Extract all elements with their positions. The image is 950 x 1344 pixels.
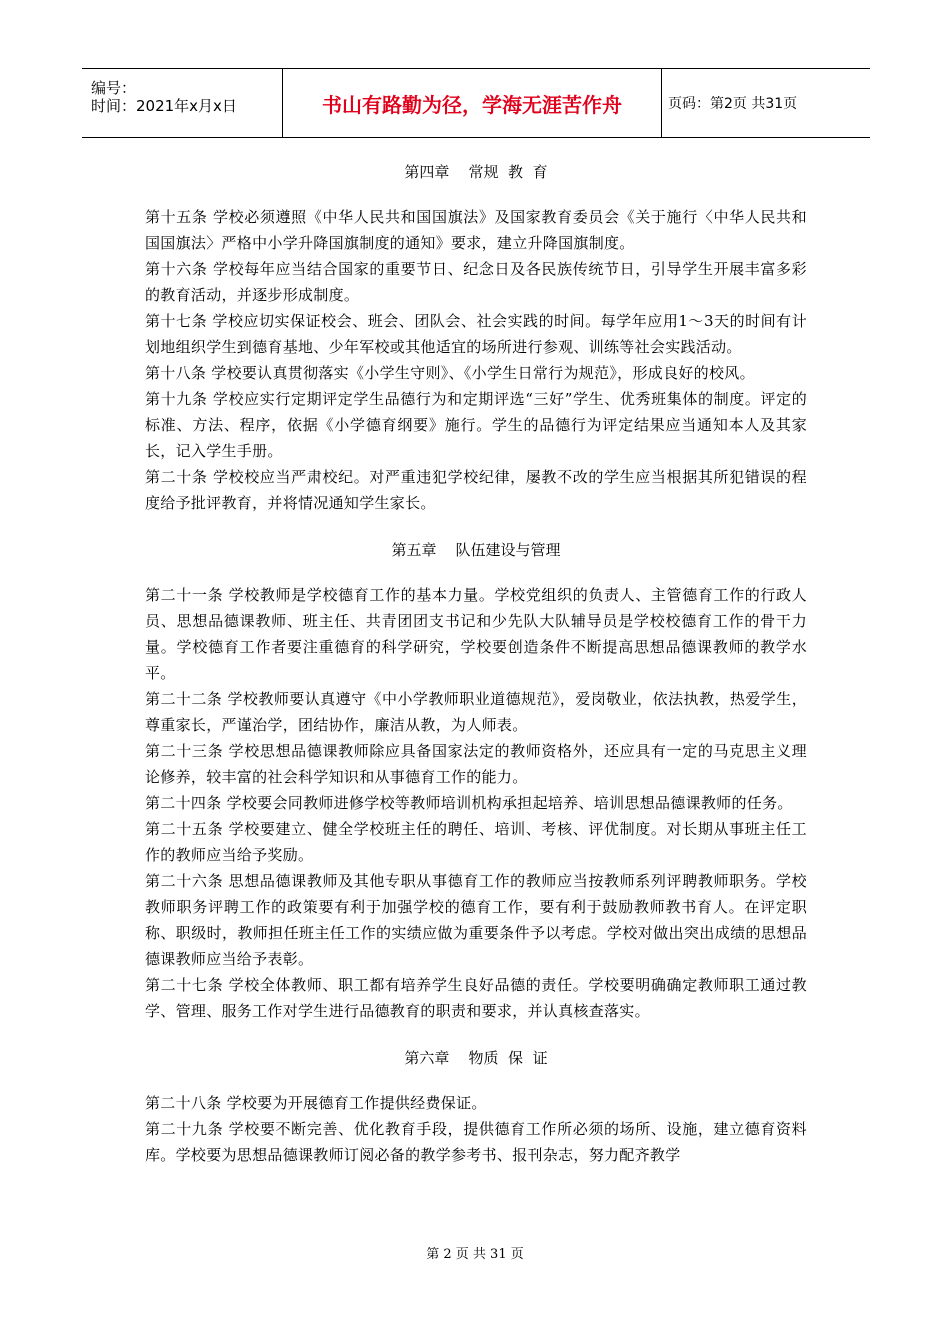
header-info-cell — [82, 69, 283, 137]
article-paragraph: 第十八条 学校要认真贯彻落实《小学生守则》、《小学生日常行为规范》，形成良好的校风。 — [145, 364, 755, 382]
document-body — [145, 152, 807, 1168]
header-motto-cell — [283, 69, 662, 137]
document-date-label: 时间：2021年x月x日 — [91, 97, 237, 115]
article-paragraph: 第二十二条 学校教师要认真遵守《中小学教师职业道德规范》，爱岗敬业，依法执教，热爱学生，尊重家长，严谨治学，团结协作，廉洁从教，为人师表。 — [145, 690, 807, 734]
chapter-section — [145, 530, 807, 1024]
chapter-title: 第六章 物质 保 证 — [404, 1049, 548, 1067]
page-footer: 第 2 页 共 31 页 — [426, 1247, 524, 1262]
article-paragraph: 第二十六条 思想品德课教师及其他专职从事德育工作的教师应当按教师系列评聘教师职务。学校教师职务评聘工作的政策要有利于加强学校的德育工作，要有利于鼓励教师教书育人。在评定职称、职级时，教师担任班主任工作的实绩应做为重要条件予以考虑。学校对做出突出成绩的思想品德课教师应当给予表彰。 — [145, 872, 807, 968]
article-paragraph: 第二十条 学校校应当严肃校纪。对严重违犯学校纪律，屡教不改的学生应当根据其所犯错误的程度给予批评教育，并将情况通知学生家长。 — [145, 468, 807, 512]
page-number-label: 页码：第2页 共31页 — [668, 96, 798, 112]
motto-text: 书山有路勤为径，学海无涯苦作舟 — [322, 92, 622, 117]
article-paragraph: 第二十一条 学校教师是学校德育工作的基本力量。学校党组织的负责人、主管德育工作的行政人员、思想品德课教师、班主任、共青团团支书记和少先队大队辅导员是学校校德育工作的骨干力量。学校德育工作者要注重德育的科学研究，学校要创造条件不断提高思想品德课教师的教学水平。 — [145, 586, 807, 682]
header-page-cell — [662, 69, 870, 137]
article-paragraph: 第二十七条 学校全体教师、职工都有培养学生良好品德的责任。学校要明确确定教师职工通过教学、管理、服务工作对学生进行品德教育的职责和要求，并认真核查落实。 — [145, 976, 807, 1020]
article-paragraph: 第十七条 学校应切实保证校会、班会、团队会、社会实践的时间。每学年应用1～3天的时间有计划地组织学生到德育基地、少年军校或其他适宜的场所进行参观、训练等社会实践活动。 — [145, 312, 807, 356]
article-paragraph: 第二十九条 学校要不断完善、优化教育手段，提供德育工作所必须的场所、设施，建立德育资料库。学校要为思想品德课教师订阅必备的教学参考书、报刊杂志，努力配齐教学 — [145, 1120, 807, 1164]
article-paragraph: 第二十八条 学校要为开展德育工作提供经费保证。 — [145, 1094, 487, 1112]
article-paragraph: 第二十四条 学校要会同教师进修学校等教师培训机构承担起培养、培训思想品德课教师的任务。 — [145, 794, 793, 812]
document-number-label: 编号： — [91, 79, 137, 97]
article-paragraph: 第二十三条 学校思想品德课教师除应具备国家法定的教师资格外，还应具有一定的马克思主义理论修养，较丰富的社会科学知识和从事德育工作的能力。 — [145, 742, 807, 786]
article-paragraph: 第十五条 学校必须遵照《中华人民共和国国旗法》及国家教育委员会《关于施行〈中华人民共和国国旗法〉严格中小学升降国旗制度的通知》要求，建立升降国旗制度。 — [145, 208, 807, 252]
chapter-section — [145, 1038, 807, 1168]
article-paragraph: 第十六条 学校每年应当结合国家的重要节日、纪念日及各民族传统节日，引导学生开展丰富多彩的教育活动，并逐步形成制度。 — [145, 260, 807, 304]
article-paragraph: 第十九条 学校应实行定期评定学生品德行为和定期评选“三好”学生、优秀班集体的制度。评定的标准、方法、程序，依据《小学德育纲要》施行。学生的品德行为评定结果应当通知本人及其家长，记入学生手册。 — [145, 390, 807, 460]
article-paragraph: 第二十五条 学校要建立、健全学校班主任的聘任、培训、考核、评优制度。对长期从事班主任工作的教师应当给予奖励。 — [145, 820, 807, 864]
chapter-title: 第四章 常规 教 育 — [404, 163, 548, 181]
chapter-title: 第五章 队伍建设与管理 — [391, 541, 561, 559]
chapter-section — [145, 152, 807, 516]
page-header — [82, 68, 870, 138]
